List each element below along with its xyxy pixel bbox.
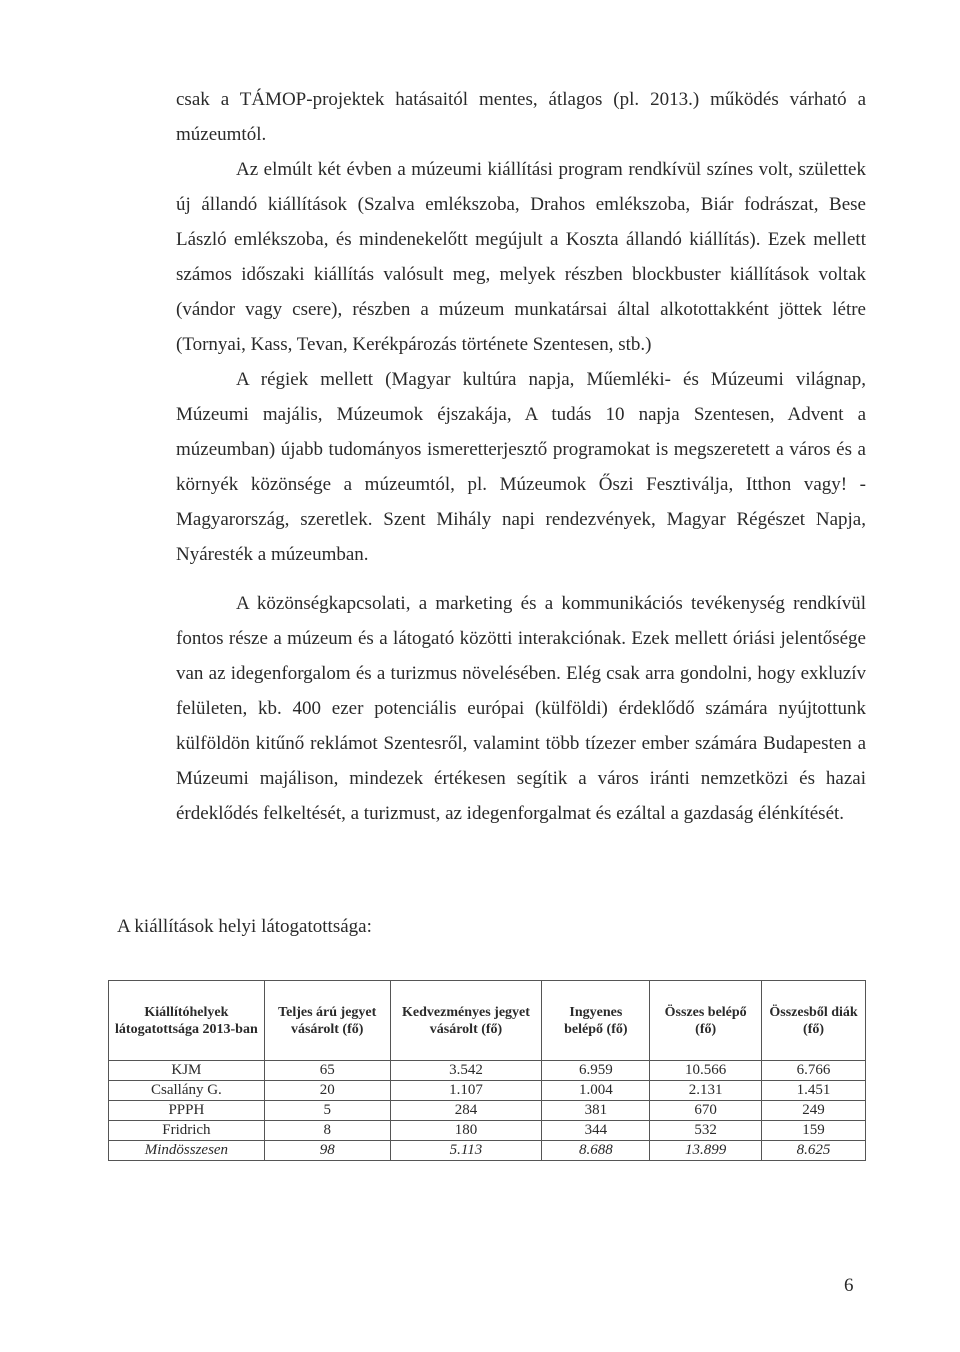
- table-cell: 20: [264, 1081, 390, 1101]
- table-cell: 1.107: [390, 1081, 542, 1101]
- table-header-cell: Teljes árú jegyet vásárolt (fő): [264, 981, 390, 1061]
- paragraph-4: A közönségkapcsolati, a marketing és a kommunikációs tevékenység rendkívül fontos része a múzeum és a látogató közötti interakciónak. Ezek mellett óriási jelentősége van az idegenforgalom és a turizmus növelésében. Elég csak arra gondolni, hogy exkluzív felületen, kb. 400 ezer potenciális európai (külföldi) érdeklődő számára nyújtottunk külföldön kitűnő reklámot Szentesről, valamint több tízezer ember számára Budapesten a Múzeumi majálison, mindezek értékesen segítik a város iránti nemzetközi és hazai érdeklődés felkeltését, a turizmust, az idegenforgalmat és ezáltal a gazdaság élénkítését.: [176, 593, 866, 824]
- total-cell: 13.899: [650, 1141, 762, 1161]
- table-row: [109, 1101, 866, 1121]
- table-cell: 249: [762, 1101, 866, 1121]
- table-cell: 3.542: [390, 1061, 542, 1081]
- table-cell: 381: [542, 1101, 650, 1121]
- table-total-row: [109, 1141, 866, 1161]
- venue-cell: Fridrich: [109, 1121, 265, 1141]
- total-cell: 8.688: [542, 1141, 650, 1161]
- table-cell: 6.959: [542, 1061, 650, 1081]
- body-text: [176, 82, 866, 831]
- table-row: [109, 1061, 866, 1081]
- table-header-cell: Kedvezményes jegyet vásárolt (fő): [390, 981, 542, 1061]
- table-cell: 344: [542, 1121, 650, 1141]
- table-cell: 65: [264, 1061, 390, 1081]
- table-cell: 10.566: [650, 1061, 762, 1081]
- page-number: 6: [844, 1275, 854, 1296]
- table-header-cell: Összes belépő (fő): [650, 981, 762, 1061]
- table-cell: 159: [762, 1121, 866, 1141]
- total-cell: 8.625: [762, 1141, 866, 1161]
- table-cell: 284: [390, 1101, 542, 1121]
- table-cell: 670: [650, 1101, 762, 1121]
- paragraph-1: csak a TÁMOP-projektek hatásaitól mentes, átlagos (pl. 2013.) működés várható a múzeumtól.: [176, 89, 866, 145]
- table-row: [109, 1121, 866, 1141]
- total-cell: 5.113: [390, 1141, 542, 1161]
- paragraph-2: Az elmúlt két évben a múzeumi kiállítási program rendkívül színes volt, születtek új állandó kiállítások (Szalva emlékszoba, Drahos emlékszoba, Biár fodrászat, Bese László emlékszoba, és mindenekelőtt megújult a Koszta állandó kiállítás). Ezek mellett számos időszaki kiállítás valósult meg, melyek részben blockbuster kiállítások voltak (vándor vagy csere), részben a múzeum munkatársai által alkotottakként jöttek létre (Tornyai, Kass, Tevan, Kerékpározás története Szentesen, stb.): [176, 159, 866, 355]
- venue-cell: KJM: [109, 1061, 265, 1081]
- table-header-cell: Ingyenes belépő (fő): [542, 981, 650, 1061]
- table-row: [109, 1081, 866, 1101]
- visitor-stats-table: [108, 980, 866, 1161]
- section-title: A kiállítások helyi látogatottsága:: [117, 916, 372, 937]
- table-cell: 2.131: [650, 1081, 762, 1101]
- table-cell: 6.766: [762, 1061, 866, 1081]
- venue-cell: PPPH: [109, 1101, 265, 1121]
- table-cell: 1.004: [542, 1081, 650, 1101]
- table-header-cell: Kiállítóhelyek látogatottsága 2013-ban: [109, 981, 265, 1061]
- venue-cell: Csallány G.: [109, 1081, 265, 1101]
- table-cell: 180: [390, 1121, 542, 1141]
- paragraph-3: A régiek mellett (Magyar kultúra napja, Műemléki- és Múzeumi világnap, Múzeumi majális, Múzeumok éjszakája, A tudás 10 napja Szentesen, Advent a múzeumban) újabb tudományos ismeretterjesztő programokat is megszeretett a város és a környék közönsége a múzeumtól, pl. Múzeumok Őszi Fesztiválja, Itthon vagy! - Magyarország, szeretlek. Szent Mihály napi rendezvények, Magyar Régészet Napja, Nyáresték a múzeumban.: [176, 369, 866, 565]
- table-cell: 1.451: [762, 1081, 866, 1101]
- table-header-row: [109, 981, 866, 1061]
- table-cell: 8: [264, 1121, 390, 1141]
- table-header-cell: Összesből diák (fő): [762, 981, 866, 1061]
- total-label-cell: Mindösszesen: [109, 1141, 265, 1161]
- total-cell: 98: [264, 1141, 390, 1161]
- table-cell: 5: [264, 1101, 390, 1121]
- table-cell: 532: [650, 1121, 762, 1141]
